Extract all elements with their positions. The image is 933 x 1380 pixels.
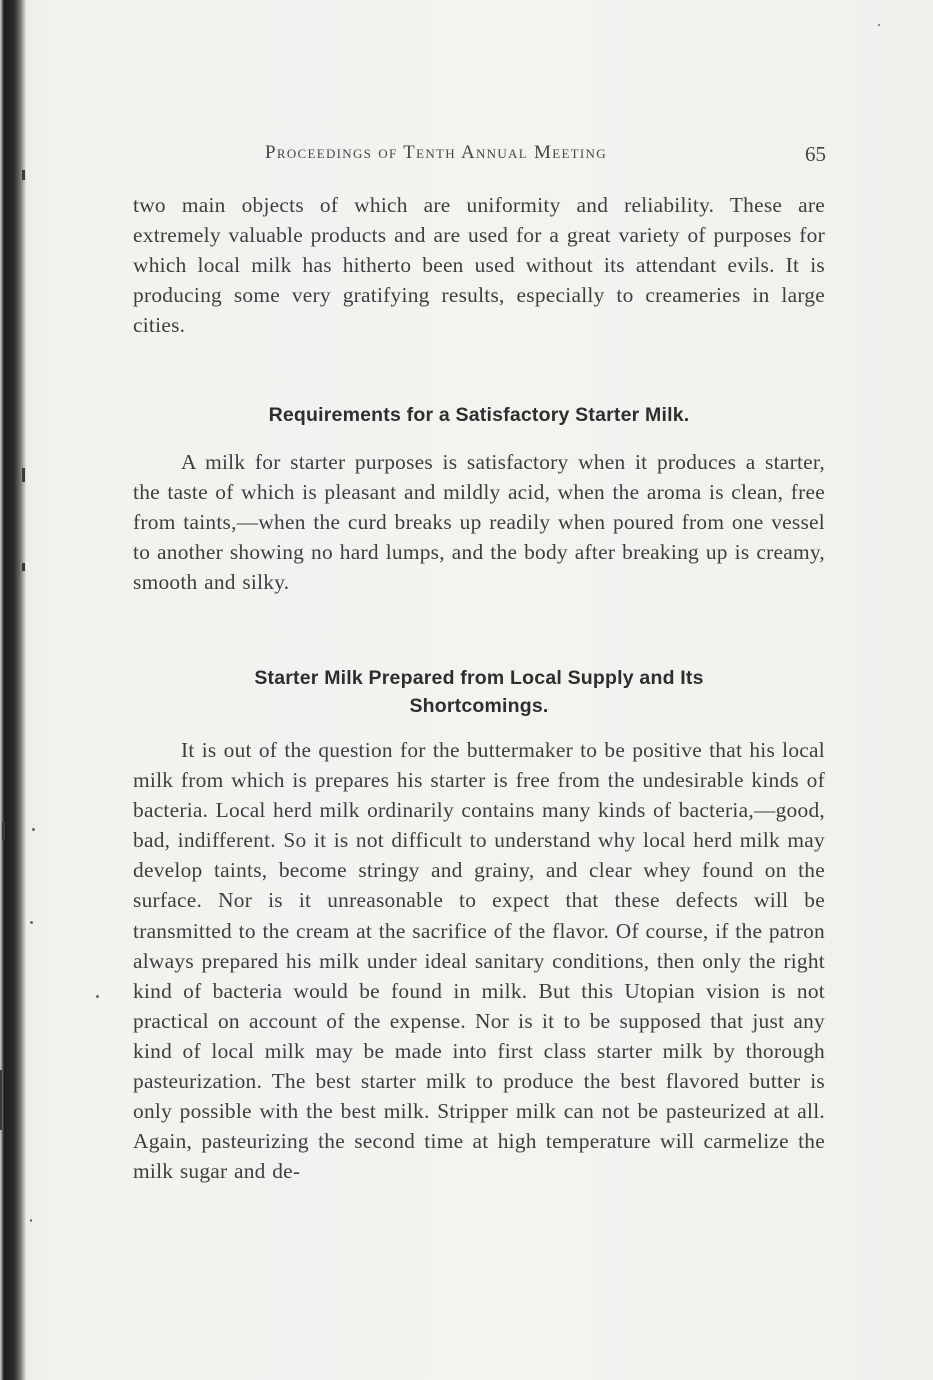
paper-speck	[30, 1219, 32, 1222]
paragraph-requirements: A milk for starter purposes is satisfactory when it produces a starter, the taste of which is pleasant and mildly acid, when the aroma is clean, free from taints,—when the curd breaks up readily when poured from one vessel to another showing no hard lumps, and the body after breaking up is creamy, smooth and silky.	[133, 450, 825, 595]
book-binding-edge	[0, 0, 26, 1380]
binding-mark	[22, 468, 25, 482]
binding-mark	[2, 822, 5, 840]
paper-speck	[878, 24, 880, 26]
binding-mark	[22, 563, 25, 571]
page-number: 65	[805, 142, 826, 166]
paper-speck	[96, 995, 99, 998]
binding-mark	[0, 1070, 2, 1130]
body-text-block	[133, 447, 825, 597]
section-heading-local-supply	[133, 664, 825, 720]
section-heading-requirements: Requirements for a Satisfactory Starter Milk.	[268, 404, 690, 426]
paragraph-continued: two main objects of which are uniformity and reliability. These are extremely valuable products and are used for a great variety of purposes for which local milk has hitherto been used without its attendant evils. It is producing some very gratifying results, especially to creameries in large cities.	[133, 193, 825, 338]
paper-speck	[32, 828, 35, 831]
heading-line: Shortcomings.	[409, 695, 549, 717]
heading-line: Starter Milk Prepared from Local Supply and Its	[254, 667, 704, 689]
paragraph-local-supply: It is out of the question for the buttermaker to be positive that his local milk from which is prepares his starter is free from the undesirable kinds of bacteria. Local herd milk ordinarily contains many kinds of bacteria,—good, bad, indifferent. So it is not difficult to understand why local herd milk may develop taints, become stringy and grainy, and clear whey found on the surface. Nor is it unreasonable to expect that these defects will be transmitted to the cream at the sacrifice of the flavor. Of course, if the patron always prepared his milk under ideal sanitary conditions, then only the right kind of bacteria would be found in milk. But this Utopian vision is not practical on account of the expense. Nor is it to be supposed that just any kind of local milk may be made into first class starter milk by thorough pasteurization. The best starter milk to produce the best flavored butter is only possible with the best milk. Stripper milk can not be pasteurized at all. Again, pasteurizing the second time at high temperature will carmelize the milk sugar and de-	[133, 738, 825, 1184]
body-text-block	[133, 735, 825, 1186]
body-text-block	[133, 190, 825, 340]
paper-speck	[30, 921, 33, 924]
running-head	[130, 142, 830, 168]
running-head-title: Proceedings of Tenth Annual Meeting	[265, 142, 607, 163]
binding-mark	[22, 170, 25, 180]
